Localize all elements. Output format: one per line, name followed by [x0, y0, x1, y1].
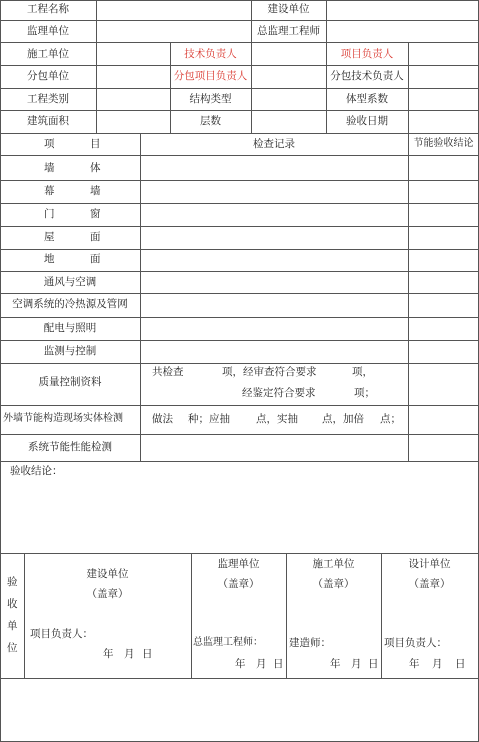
side-label-4: 位 — [7, 642, 18, 654]
col-line — [408, 133, 409, 461]
item-curtain-wall-b: 墙 — [90, 185, 101, 197]
wall-test-required: 种；应抽 — [188, 413, 230, 425]
item-roof-b: 面 — [90, 231, 101, 243]
col-line — [326, 0, 327, 133]
item-hvac-source: 空调系统的冷热源及管网 — [12, 298, 128, 310]
item-header-a: 项 — [44, 138, 55, 150]
design-date-month: 月 — [432, 658, 443, 670]
item-power-lighting: 配电与照明 — [43, 322, 97, 334]
record-header: 检查记录 — [253, 138, 295, 150]
item-monitoring: 监测与控制 — [43, 345, 97, 357]
supervision-unit-title: 监理单位 — [217, 558, 260, 570]
construction-date-day: 日 — [142, 648, 153, 660]
project-name-label: 工程名称 — [27, 3, 69, 15]
contractor-date-year: 年 — [330, 658, 341, 670]
conclusion-label: 验收结论： — [10, 465, 63, 477]
wall-test-method: 做法 — [152, 413, 173, 425]
wall-test-label: 外墙节能构造现场实体检测 — [3, 413, 123, 424]
building-area-label: 建筑面积 — [27, 115, 69, 127]
construction-signer: 项目负责人： — [30, 628, 93, 640]
contractor-date-day: 日 — [368, 658, 379, 670]
item-windows-b: 窗 — [90, 208, 101, 220]
col-line — [191, 553, 192, 678]
conclusion-header: 节能验收结论 — [413, 138, 474, 149]
row-line — [0, 553, 479, 554]
project-category-label: 工程类别 — [27, 93, 69, 105]
technical-lead-label: 技术负责人 — [184, 48, 237, 60]
contractor-unit-title: 施工单位 — [312, 558, 355, 570]
contractor-signer: 建造师： — [289, 637, 331, 649]
sub-technical-lead-label: 分包技术负责人 — [330, 70, 404, 82]
acceptance-date-label: 验收日期 — [346, 115, 388, 127]
wall-test-actual: 点，实抽 — [256, 413, 298, 425]
contractor-date-month: 月 — [351, 658, 362, 670]
item-curtain-wall-a: 幕 — [44, 185, 55, 197]
side-label-2: 收 — [7, 598, 18, 610]
construction-unit-title: 建设单位 — [86, 568, 129, 580]
col-line — [286, 553, 287, 678]
supervision-date-day: 日 — [273, 658, 284, 670]
design-unit-seal: （盖章） — [408, 578, 451, 590]
subcontractor-label: 分包单位 — [27, 70, 69, 82]
col-line — [96, 0, 97, 133]
item-windows-a: 门 — [44, 208, 55, 220]
col-line — [251, 0, 252, 133]
border-top — [0, 0, 479, 1]
row-line — [0, 461, 479, 462]
item-roof-a: 屋 — [44, 231, 55, 243]
quality-docs-line1-a: 共检查 — [152, 366, 184, 378]
side-label-3: 单 — [7, 620, 18, 632]
design-date-day: 日 — [455, 658, 466, 670]
side-label-1: 验 — [7, 576, 18, 588]
quality-docs-line1-c: 项， — [352, 366, 373, 378]
construction-unit-label: 建设单位 — [267, 3, 310, 15]
col-line — [381, 553, 382, 678]
row-line — [0, 20, 479, 21]
construction-unit-seal: （盖章） — [86, 588, 129, 600]
supervision-unit-label: 监理单位 — [27, 25, 69, 37]
supervision-unit-seal: （盖章） — [217, 578, 260, 590]
project-lead-label: 项目负责人 — [340, 48, 394, 60]
shape-coefficient-label: 体型系数 — [346, 93, 388, 105]
quality-docs-line1-b: 项，经审查符合要求 — [222, 366, 317, 378]
item-hvac: 通风与空调 — [43, 276, 97, 288]
supervision-signer: 总监理工程师： — [193, 637, 263, 648]
construction-date-month: 月 — [124, 648, 135, 660]
system-test-label: 系统节能性能检测 — [28, 441, 112, 453]
floors-label: 层数 — [200, 115, 221, 127]
item-floor-a: 地 — [44, 253, 55, 265]
design-signer: 项目负责人： — [384, 637, 447, 649]
design-unit-title: 设计单位 — [408, 558, 451, 570]
item-header-b: 目 — [90, 138, 101, 150]
design-date-year: 年 — [409, 658, 420, 670]
quality-docs-label: 质量控制资料 — [38, 376, 102, 388]
item-wall-b: 体 — [90, 162, 101, 174]
quality-docs-line2-b: 项； — [354, 387, 375, 399]
col-line — [140, 133, 141, 461]
supervision-date-year: 年 — [235, 658, 246, 670]
construction-date-year: 年 — [103, 648, 114, 660]
quality-docs-line2-a: 经鉴定符合要求 — [242, 387, 316, 399]
structure-type-label: 结构类型 — [189, 93, 232, 105]
sub-project-lead-label: 分包项目负责人 — [173, 70, 248, 82]
wall-test-doubled: 点，加倍 — [322, 413, 364, 425]
row-line — [0, 678, 479, 679]
supervision-date-month: 月 — [256, 658, 267, 670]
chief-supervisor-label: 总监理工程师 — [257, 25, 320, 37]
border-left — [0, 0, 1, 742]
item-floor-b: 面 — [90, 253, 101, 265]
contractor-label: 施工单位 — [27, 48, 69, 60]
col-line — [408, 42, 409, 133]
wall-test-end: 点； — [380, 413, 401, 425]
item-wall-a: 墙 — [44, 162, 55, 174]
contractor-unit-seal: （盖章） — [312, 578, 355, 590]
